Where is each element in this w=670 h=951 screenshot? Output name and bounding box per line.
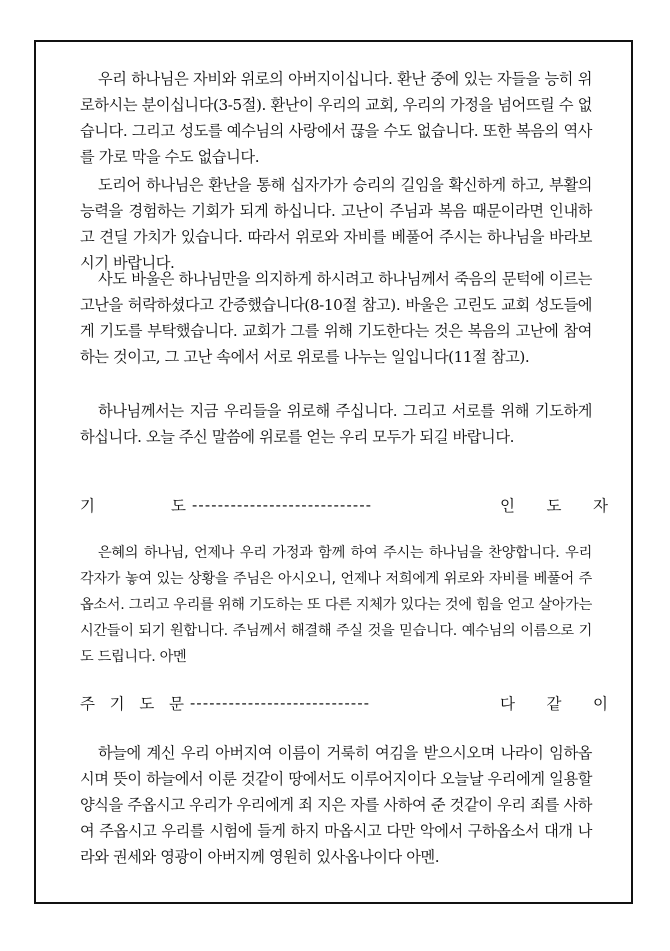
- lords-prayer-heading-label: [80, 692, 184, 714]
- together-label: [500, 692, 608, 714]
- prayer-text: 은혜의 하나님, 언제나 우리 가정과 함께 하여 주시는 하나님을 찬양합니다. 우리 각자가 놓여 있는 상황을 주님은 아시오니, 언제나 저희에게 위로와 자비를 베풀어 주옵소서. 그리고 우리를 위해 기도하는 또 다른 지체가 있다는 것에 힘을 얻고 살아가는 시간들이 되기 원합니다. 주님께서 해결해 주실 것을 믿습니다. 예수님의 이름으로 기도 드립니다. 아멘: [80, 545, 592, 665]
- prayer-heading-label: [80, 494, 186, 516]
- together-char: 다: [500, 695, 515, 713]
- lords-prayer-heading-char: 주: [80, 695, 95, 713]
- prayer-heading-char: 도: [171, 497, 186, 515]
- prayer-heading-dashes: ----------------------------: [192, 496, 373, 514]
- lords-prayer-heading-char: 문: [169, 695, 184, 713]
- together-char: 같: [546, 695, 562, 713]
- together-char: 이: [593, 695, 608, 713]
- prayer-heading: [80, 492, 608, 518]
- sermon-paragraph-4: 하나님께서는 지금 우리들을 위로해 주십니다. 그리고 서로를 위해 기도하게 하십니다. 오늘 주신 말씀에 위로를 얻는 우리 모두가 되길 바랍니다.: [80, 402, 592, 446]
- lords-prayer-heading-char: 기: [109, 695, 125, 713]
- sermon-paragraph-2: 도리어 하나님은 환난을 통해 십자가가 승리의 길임을 확신하게 하고, 부활의 능력을 경험하는 기회가 되게 하십니다. 고난이 주님과 복음 때문이라면 인내하고 견딜 가치가 있습니다. 따라서 위로와 자비를 베풀어 주시는 하나님을 바라보시기 바랍니다.: [80, 176, 592, 272]
- lords-prayer-heading-char: 도: [139, 695, 155, 713]
- sermon-paragraph-3: 사도 바울은 하나님만을 의지하게 하시려고 하나님께서 죽음의 문턱에 이르는 고난을 허락하셨다고 간증했습니다(8-10절 참고). 바울은 고린도 교회 성도들에게 기도를 부탁했습니다. 교회가 그를 위해 기도한다는 것은 복음의 고난에 참여하는 것이고, 그 고난 속에서 서로 위로를 나누는 일입니다(11절 참고).: [80, 270, 592, 366]
- prayer-leader-char: 자: [593, 497, 608, 515]
- prayer-leader-char: 인: [500, 497, 515, 515]
- prayer-leader-char: 도: [546, 497, 562, 515]
- lords-prayer-heading-dashes: ----------------------------: [190, 694, 371, 712]
- lords-prayer-heading: [80, 690, 608, 716]
- sermon-paragraph-1: 우리 하나님은 자비와 위로의 아버지이십니다. 환난 중에 있는 자들을 능히 위로하시는 분이십니다(3-5절). 환난이 우리의 교회, 우리의 가정을 넘어뜨릴 수 없습니다. 그리고 성도를 예수님의 사랑에서 끊을 수도 없습니다. 또한 복음의 역사를 가로 막을 수도 없습니다.: [80, 70, 592, 166]
- lords-prayer-text: 하늘에 계신 우리 아버지여 이름이 거룩히 여김을 받으시오며 나라이 임하옵시며 뜻이 하늘에서 이룬 것같이 땅에서도 이루어지이다 오늘날 우리에게 일용할 양식을 주옵시고 우리가 우리에게 죄 지은 자를 사하여 준 것같이 우리 죄를 사하여 주옵시고 우리를 시험에 들게 하지 마옵시고 다만 악에서 구하옵소서 대개 나라와 권세와 영광이 아버지께 영원히 있사옵나이다 아멘.: [80, 744, 592, 866]
- prayer-heading-char: 기: [80, 497, 95, 515]
- prayer-leader-label: [500, 494, 608, 516]
